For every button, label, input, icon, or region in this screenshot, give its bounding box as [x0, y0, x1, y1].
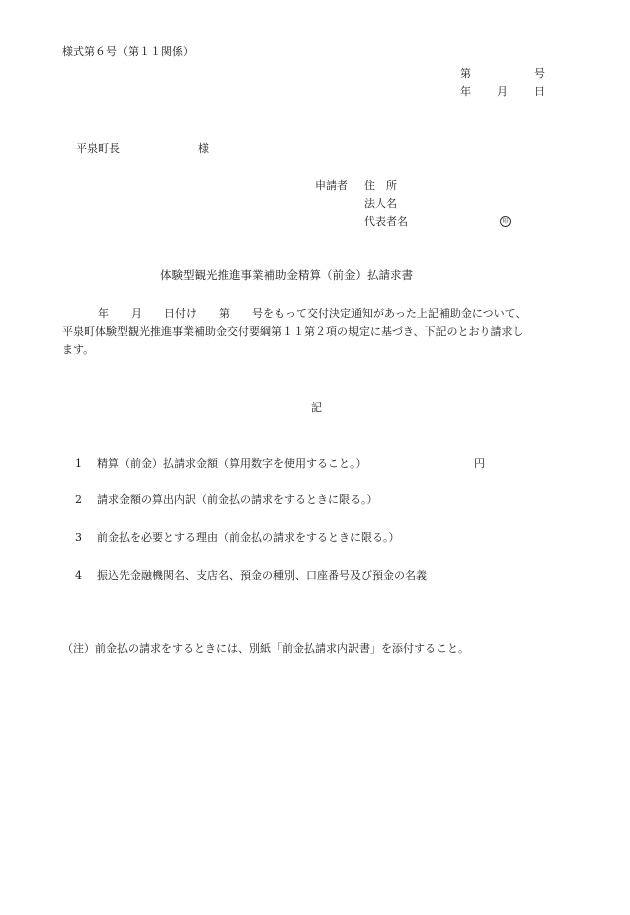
body-line-1	[62, 305, 582, 323]
applicant-corp-label: 法人名	[364, 197, 397, 210]
item-number: 2	[75, 493, 82, 506]
addressee-name: 平泉町長	[76, 142, 120, 155]
seal-mark-icon: 印	[500, 216, 511, 227]
intro-date-suffix: 日付け	[164, 307, 197, 320]
intro-dai: 第	[219, 307, 230, 320]
document-title: 体験型観光推進事業補助金精算（前金）払請求書	[160, 268, 413, 282]
date-day: 日	[534, 85, 545, 98]
date-month: 月	[497, 85, 508, 98]
item-number: 1	[75, 457, 82, 470]
body-paragraph	[62, 305, 582, 359]
item-number: 3	[75, 531, 82, 544]
body-line-3: ます。	[62, 343, 95, 356]
body-line-2: 平泉町体験型観光推進事業補助金交付要綱第１１第２項の規定に基づき、下記のとおり請求し	[62, 325, 524, 338]
doc-number-dai: 第	[460, 67, 471, 80]
addressee-honorific: 様	[198, 142, 209, 155]
ki-heading: 記	[311, 401, 322, 414]
item-number: 4	[75, 569, 82, 582]
intro-month: 月	[131, 307, 142, 320]
intro-line1-rest: 号をもって交付決定通知があった上記補助金について、	[252, 307, 527, 320]
date-year: 年	[460, 85, 471, 98]
item-text: 振込先金融機関名、支店名、預金の種別、口座番号及び預金の名義	[97, 569, 427, 582]
footnote: （注）前金払の請求をするときには、別紙「前金払請求内訳書」を添付すること。	[62, 642, 469, 655]
item-unit: 円	[474, 457, 485, 470]
applicant-role: 申請者	[315, 179, 348, 192]
applicant-address-label: 住 所	[364, 179, 397, 192]
doc-number-go: 号	[534, 67, 545, 80]
item-text: 精算（前金）払請求金額（算用数字を使用すること。）	[97, 457, 367, 470]
item-text: 請求金額の算出内訳（前金払の請求をするときに限る。）	[97, 493, 378, 506]
intro-year: 年	[98, 307, 109, 320]
form-label: 様式第６号（第１１関係）	[62, 45, 194, 58]
item-text: 前金払を必要とする理由（前金払の請求をするときに限る。）	[97, 531, 400, 544]
applicant-rep-label: 代表者名	[364, 215, 408, 228]
